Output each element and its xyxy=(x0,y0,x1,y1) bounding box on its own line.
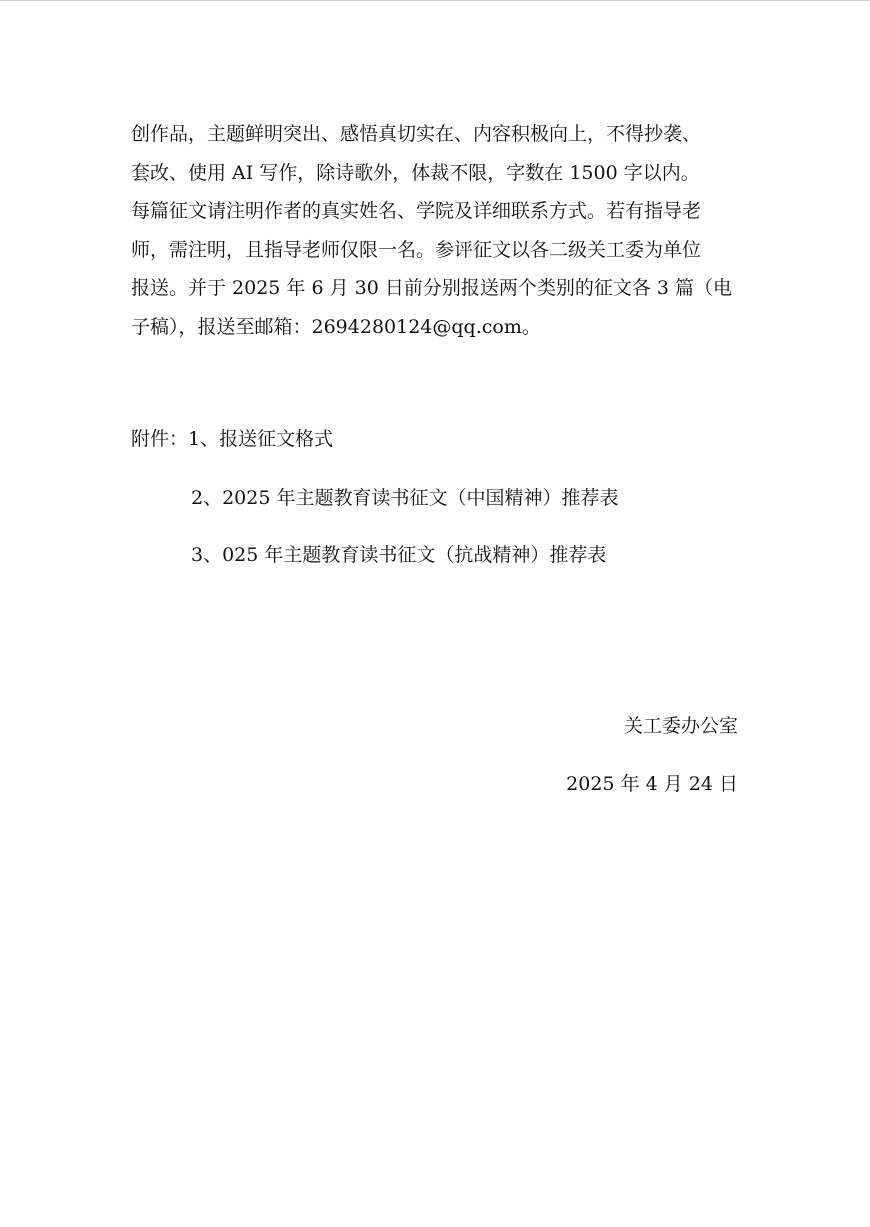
attachment-item-2: 2、2025 年主题教育读书征文（中国精神）推荐表 xyxy=(191,487,619,509)
signature-date: 2025 年 4 月 24 日 xyxy=(566,773,738,795)
body-line-2: 套改、使用 AI 写作，除诗歌外，体裁不限，字数在 1500 字以内。 xyxy=(131,161,700,184)
attachment-heading: 附件：1、报送征文格式 xyxy=(131,428,334,450)
body-line-5: 报送。并于 2025 年 6 月 30 日前分别报送两个类别的征文各 3 篇（电 xyxy=(131,277,733,299)
attachment-item-3: 3、025 年主题教育读书征文（抗战精神）推荐表 xyxy=(191,544,607,566)
body-line-3: 每篇征文请注明作者的真实姓名、学院及详细联系方式。若有指导老 xyxy=(131,200,702,222)
body-line-1: 创作品，主题鲜明突出、感悟真切实在、内容积极向上，不得抄袭、 xyxy=(131,123,702,145)
body-line-6: 子稿），报送至邮箱：2694280124@qq.com。 xyxy=(131,315,541,338)
body-paragraph xyxy=(131,115,741,346)
body-line-4: 师，需注明，且指导老师仅限一名。参评征文以各二级关工委为单位 xyxy=(131,238,702,261)
signature-organization: 关工委办公室 xyxy=(623,715,738,737)
